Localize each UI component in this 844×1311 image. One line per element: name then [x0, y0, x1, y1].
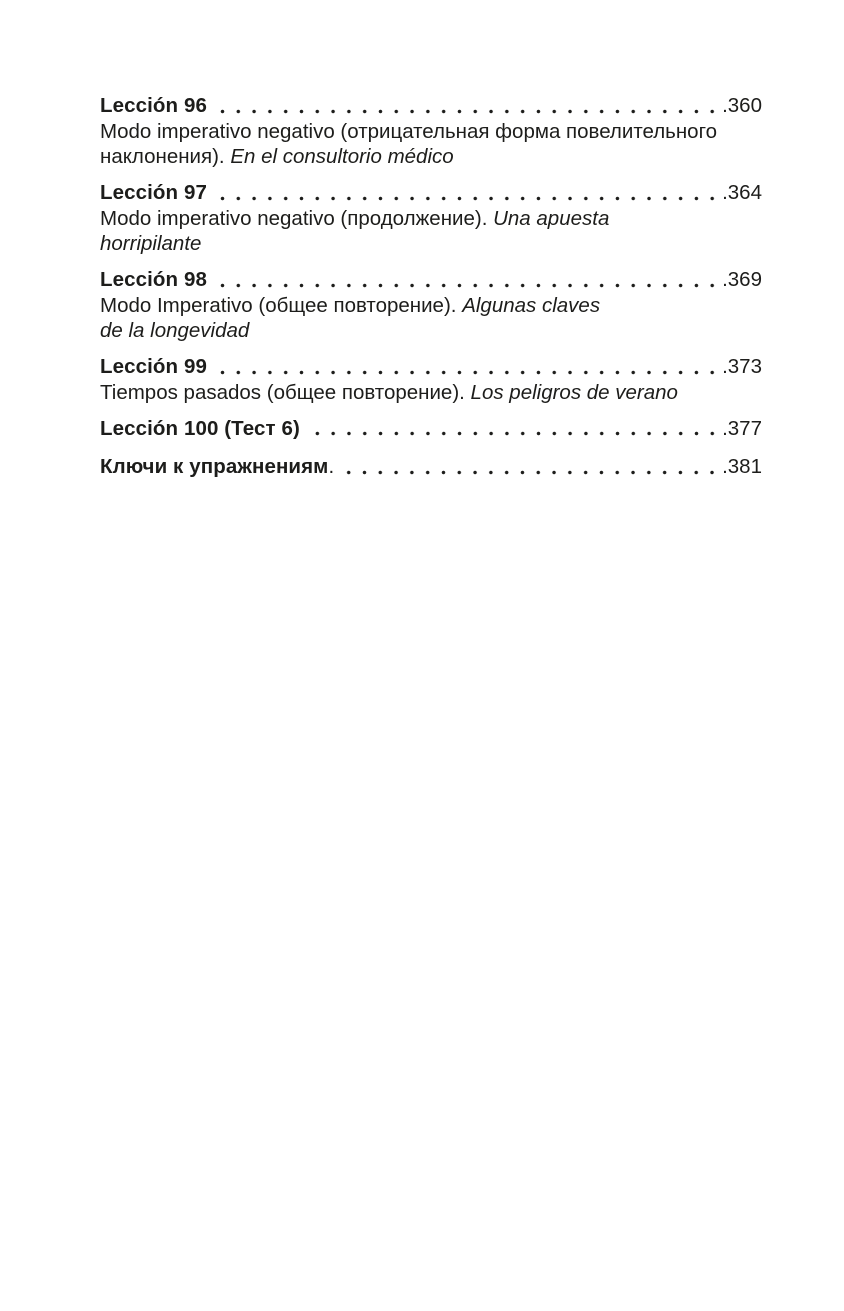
toc-description-line	[100, 206, 762, 232]
toc-entry-title: Ключи к упражнениям	[100, 455, 329, 478]
dot-leader	[215, 180, 721, 206]
toc-entry-title: Lección 100 (Тест 6)	[100, 416, 300, 440]
toc-entry	[100, 93, 762, 170]
toc-description-segment: En el consultorio médico	[230, 145, 454, 168]
toc-description-line	[100, 293, 762, 319]
toc-description-line	[100, 318, 762, 344]
toc-entry	[100, 416, 762, 442]
toc-page-number-prefix: .	[722, 355, 728, 378]
toc-description-line	[100, 380, 762, 406]
dot-leader	[215, 267, 721, 293]
toc-entry-title: Lección 99	[100, 355, 207, 378]
toc-description-segment: Una apuesta	[493, 206, 610, 230]
toc-entry-title: Lección 96	[100, 94, 207, 117]
toc-description-segment: Los peligros de verano	[470, 380, 678, 404]
toc-entry	[100, 180, 762, 257]
toc-entry-title: Lección 98	[100, 268, 207, 291]
toc-entry-page-number: 360	[727, 94, 762, 117]
dot-leader	[215, 93, 721, 119]
toc-description-segment: Algunas claves	[462, 293, 601, 317]
toc-entry-title: Lección 97	[100, 181, 207, 204]
toc-description-segment: de la longevidad	[100, 319, 250, 342]
toc-entry-page-number: 373	[727, 355, 762, 378]
toc-heading-line	[100, 454, 762, 480]
toc-description-line	[100, 119, 762, 145]
toc-description-segment: horripilante	[100, 232, 202, 255]
toc-description-segment: Modo imperativo negativo (отрицательная форма повелительного	[100, 119, 718, 143]
toc-description-segment: Tiempos pasados (общее повторение).	[100, 380, 471, 404]
toc-page-number-prefix: .	[722, 94, 728, 117]
toc-description-segment: Modo imperativo negativo (продолжение).	[100, 206, 494, 230]
toc-entry	[100, 267, 762, 344]
toc-heading-line	[100, 416, 762, 442]
toc-description-segment: Modo Imperativo (общее повторение).	[100, 293, 463, 317]
toc-entry	[100, 454, 762, 480]
toc-page-number-prefix: .	[722, 416, 728, 440]
toc-page-number-prefix: .	[722, 181, 728, 204]
toc-entry-page-number: 381	[727, 455, 762, 478]
toc-list	[100, 93, 762, 480]
toc-heading-line	[100, 180, 762, 206]
toc-entry-page-number: 377	[727, 416, 762, 440]
toc-heading-line	[100, 354, 762, 380]
dot-leader	[308, 416, 721, 442]
toc-entry-page-number: 364	[727, 181, 762, 204]
toc-description-line	[100, 144, 762, 170]
toc-entry-description	[100, 119, 762, 170]
toc-entry	[100, 354, 762, 405]
table-of-contents-page	[100, 93, 762, 490]
toc-entry-description	[100, 380, 762, 406]
toc-entry-description	[100, 293, 762, 344]
toc-page-number-prefix: .	[722, 268, 728, 291]
toc-page-number-prefix: .	[722, 455, 728, 478]
dot-leader	[215, 354, 721, 380]
dot-leader	[342, 454, 721, 480]
toc-entry-page-number: 369	[727, 268, 762, 291]
toc-description-segment: наклонения).	[100, 145, 231, 168]
toc-entry-title-suffix: .	[328, 455, 335, 478]
toc-heading-line	[100, 93, 762, 119]
toc-heading-line	[100, 267, 762, 293]
toc-description-line	[100, 231, 762, 257]
toc-entry-description	[100, 206, 762, 257]
